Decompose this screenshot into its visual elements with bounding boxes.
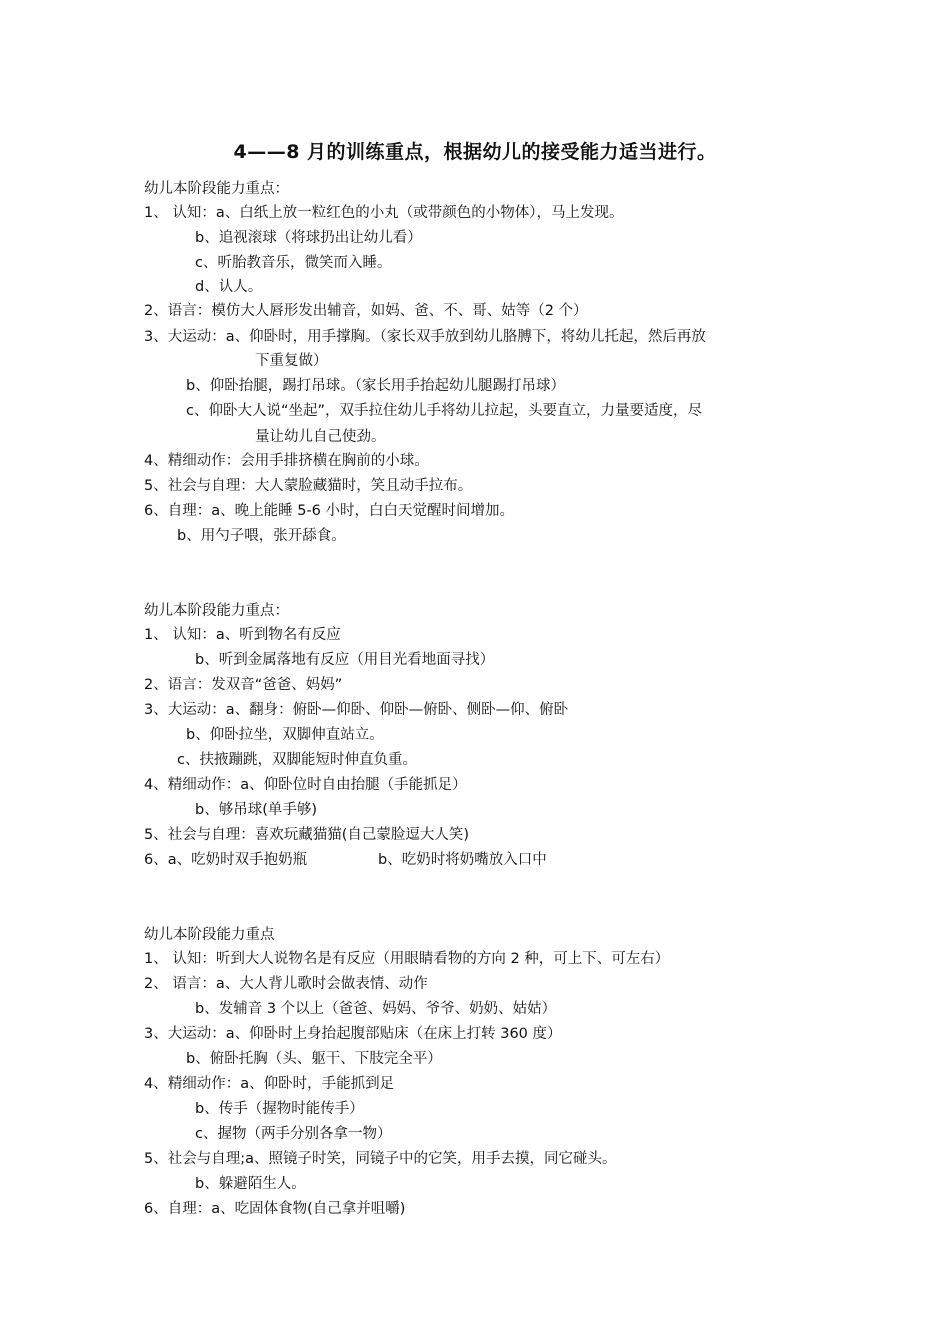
section-2-line: b、听到金属落地有反应（用目光看地面寻找）: [195, 652, 495, 668]
section-3-heading: 幼儿本阶段能力重点: [144, 927, 275, 943]
section-2-line: 4、精细动作：a、仰卧位时自由抬腿（手能抓足）: [144, 777, 467, 793]
section-3-line: b、躲避陌生人。: [195, 1176, 306, 1192]
section-1-line: b、仰卧抬腿，踢打吊球。（家长用手抬起幼儿腿踢打吊球）: [186, 378, 565, 394]
section-1-line: d、认人。: [195, 279, 263, 295]
section-1-line: c、仰卧大人说“坐起”，双手拉住幼儿手将幼儿拉起，头要直立，力量要适度，尽: [186, 403, 702, 419]
section-2-line: 6、a、吃奶时双手抱奶瓶: [144, 852, 308, 868]
section-3-line: c、握物（两手分别各拿一物）: [195, 1126, 392, 1142]
section-2-line: b、够吊球(单手够): [195, 802, 318, 818]
section-3-line: 3、大运动：a、仰卧时上身抬起腹部贴床（在床上打转 360 度）: [144, 1026, 562, 1042]
section-3-line: b、传手（握物时能传手）: [195, 1101, 364, 1117]
section-2-line: b、吃奶时将奶嘴放入口中: [378, 852, 547, 868]
section-1-line: 1、 认知：a、白纸上放一粒红色的小丸（或带颜色的小物体），马上发现。: [144, 205, 624, 221]
section-3-line: 4、精细动作：a、仰卧时，手能抓到足: [144, 1076, 395, 1092]
section-1-line: 下重复做）: [255, 353, 328, 369]
section-3-line: b、俯卧托胸（头、躯干、下肢完全平）: [186, 1051, 442, 1067]
section-3-line: 6、自理：a、吃固体食物(自己拿并咀嚼): [144, 1201, 406, 1217]
section-1-line: b、追视滚球（将球扔出让幼儿看）: [195, 230, 422, 246]
section-3-line: b、发辅音 3 个以上（爸爸、妈妈、爷爷、奶奶、姑姑）: [195, 1001, 557, 1017]
section-1-line: 4、精细动作：会用手排挤横在胸前的小球。: [144, 453, 429, 469]
section-2-line: 5、社会与自理：喜欢玩藏猫猫(自己蒙脸逗大人笑): [144, 827, 470, 843]
section-2-line: 1、 认知：a、听到物名有反应: [144, 627, 341, 643]
section-2-line: 2、语言：发双音“爸爸、妈妈”: [144, 677, 343, 693]
section-1-line: b、用勺子喂，张开舔食。: [177, 528, 346, 544]
section-1-line: 6、自理：a、晚上能睡 5-6 小时，白白天觉醒时间增加。: [144, 503, 515, 519]
section-2-line: b、仰卧拉坐，双脚伸直站立。: [186, 727, 384, 743]
section-1-line: 量让幼儿自己使劲。: [255, 429, 386, 445]
page-title: 4——8 月的训练重点，根据幼儿的接受能力适当进行。: [233, 141, 717, 163]
section-3-line: 1、 认知：听到大人说物名是有反应（用眼睛看物的方向 2 种，可上下、可左右）: [144, 951, 670, 967]
section-1-line: 5、社会与自理：大人蒙脸藏猫时，笑且动手拉布。: [144, 478, 473, 494]
section-2-line: c、扶掖蹦跳，双脚能短时伸直负重。: [177, 752, 417, 768]
section-3-line: 5、社会与自理;a、照镜子时笑，同镜子中的它笑，用手去摸，同它碰头。: [144, 1151, 617, 1167]
section-1-line: 3、大运动：a、仰卧时，用手撑胸。（家长双手放到幼儿胳膊下，将幼儿托起，然后再放: [144, 329, 706, 345]
section-2-line: 3、大运动：a、翻身：俯卧—仰卧、仰卧—俯卧、侧卧—仰、俯卧: [144, 702, 569, 718]
section-3-line: 2、 语言：a、大人背儿歌时会做表情、动作: [144, 976, 428, 992]
section-2-heading: 幼儿本阶段能力重点：: [144, 603, 289, 619]
section-1-line: c、听胎教音乐，微笑而入睡。: [195, 255, 392, 271]
section-1-line: 2、语言：模仿大人唇形发出辅音，如妈、爸、不、哥、姑等（2 个）: [144, 303, 588, 319]
section-1-heading: 幼儿本阶段能力重点：: [144, 181, 289, 197]
